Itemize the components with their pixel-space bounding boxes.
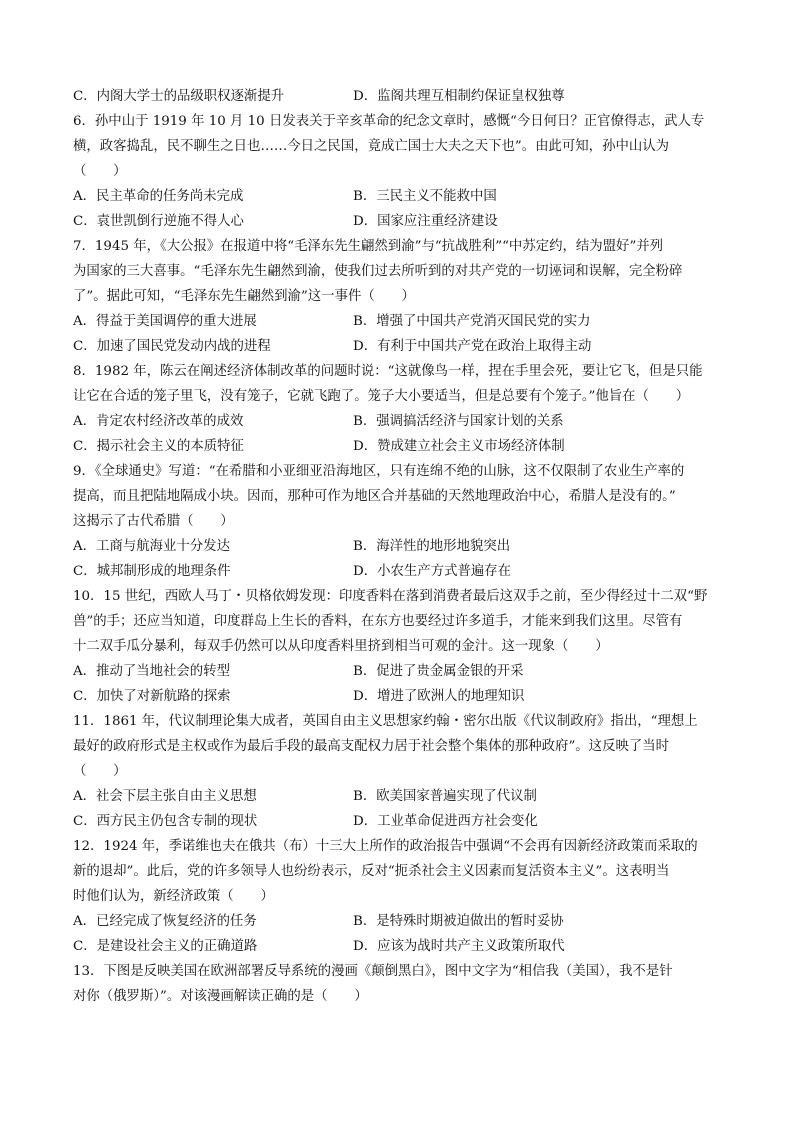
option: C．袁世凯倒行逆施不得人心 [73, 214, 244, 229]
stem-line: （ ） [73, 164, 127, 179]
option: D．小农生产方式普遍存在 [353, 564, 512, 579]
option: B．三民主义不能救中国 [353, 189, 497, 204]
option: B．促进了贵金属金银的开采 [353, 664, 524, 679]
option-row [73, 309, 728, 334]
stem-line: 让它在合适的笼子里飞，没有笼子，它就飞跑了。笼子大小要适当，但是总要有个笼子。”他旨在（ ） [73, 389, 690, 404]
stem-line: 时他们认为，新经济政策（ ） [73, 889, 274, 904]
stem-line: 12．1924 年，季诺维也夫在俄共（布）十三大上所作的政治报告中强调“不会再有因新经济政策而采取的 [73, 839, 698, 854]
option: C．西方民主仍包含专制的现状 [73, 814, 258, 829]
exam-page [73, 84, 728, 1009]
option: D．工业革命促进西方社会变化 [353, 814, 538, 829]
question-7 [73, 834, 728, 959]
question-3 [73, 359, 728, 459]
option-row [73, 784, 728, 809]
option: B．强调搞活经济与国家计划的关系 [353, 414, 564, 429]
option-row [73, 434, 728, 459]
stem-line: 为国家的三大喜事。“毛泽东先生翩然到渝，使我们过去所听到的对共产党的一切诬词和误解，完全粉碎 [73, 264, 683, 279]
stem-line: 横，政客捣乱，民不聊生之日也……今日之民国，竟成亡国士大夫之天下也”。由此可知，孙中山认为 [73, 139, 670, 154]
option: B．海洋性的地形地貌突出 [353, 539, 511, 554]
stem-line: 最好的政府形式是主权或作为最后手段的最高支配权力居于社会整个集体的那种政府”。这反映了当时 [73, 739, 670, 754]
option-row [73, 559, 728, 584]
option-row [73, 659, 728, 684]
option-row [73, 409, 728, 434]
stem-line: 兽”的手；还应当知道，印度群岛上生长的香料，在东方也要经过许多道手，才能来到我们这里。尽管有 [73, 614, 683, 629]
option: A．工商与航海业十分发达 [73, 539, 230, 554]
question-1 [73, 109, 728, 234]
option-row [73, 534, 728, 559]
option: A．社会下层主张自由主义思想 [73, 789, 257, 804]
stem-line: 对你（俄罗斯）”。对该漫画解读正确的是（ ） [73, 989, 368, 1004]
option: C．加速了国民党发动内战的进程 [73, 339, 271, 354]
option-row [73, 809, 728, 834]
option: A．得益于美国调停的重大进展 [73, 314, 257, 329]
option: D．赞成建立社会主义市场经济体制 [353, 439, 565, 454]
question-2 [73, 234, 728, 359]
question-0 [73, 84, 728, 109]
option: C．内阁大学士的品级职权逐渐提升 [73, 89, 285, 104]
question-stem [73, 584, 728, 659]
option-row [73, 184, 728, 209]
question-5 [73, 584, 728, 709]
stem-line: 9．《全球通史》写道：“在希腊和小亚细亚沿海地区，只有连绵不绝的山脉，这不仅限制了农业生产率的 [73, 464, 685, 479]
stem-line: 11．1861 年，代议制理论集大成者，英国自由主义思想家约翰・密尔出版《代议制政府》指出，“理想上 [73, 714, 698, 729]
stem-line: 10．15 世纪，西欧人马丁・贝格依姆发现：印度香料在落到消费者最后这双手之前，至少得经过十二双“野 [73, 589, 708, 604]
option-row [73, 209, 728, 234]
question-stem [73, 709, 728, 784]
option: C．是建设社会主义的正确道路 [73, 939, 258, 954]
option-row [73, 909, 728, 934]
option-row [73, 334, 728, 359]
stem-line: 新的退却”。此后，党的许多领导人也纷纷表示，反对“扼杀社会主义因素而复活资本主义”。这表明当 [73, 864, 670, 879]
question-stem [73, 959, 728, 1009]
option: B．欧美国家普遍实现了代议制 [353, 789, 537, 804]
stem-line: 7．1945 年，《大公报》在报道中将“毛泽东先生翩然到渝”与“抗战胜利”“中苏定约，结为盟好”并列 [73, 239, 664, 254]
option: A．民主革命的任务尚未完成 [73, 189, 244, 204]
option-row [73, 684, 728, 709]
question-stem [73, 834, 728, 909]
option: B．增强了中国共产党消灭国民党的实力 [353, 314, 591, 329]
question-6 [73, 709, 728, 834]
stem-line: 8．1982 年，陈云在阐述经济体制改革的问题时说：“这就像鸟一样，捏在手里会死，要让它飞，但是只能 [73, 364, 703, 379]
option: D．国家应注重经济建设 [353, 214, 498, 229]
stem-line: 这揭示了古代希腊（ ） [73, 514, 234, 529]
stem-line: 十二双手瓜分暴利，每双手仍然可以从印度香料里挤到相当可观的金汁。这一现象（ ） [73, 639, 609, 654]
option: A．已经完成了恢复经济的任务 [73, 914, 257, 929]
question-stem [73, 109, 728, 184]
option: C．加快了对新航路的探索 [73, 689, 231, 704]
question-stem [73, 459, 728, 534]
stem-line: 6．孙中山于 1919 年 10 月 10 日发表关于辛亥革命的纪念文章时，感慨“今日何日？正官僚得志，武人专 [73, 114, 705, 129]
question-stem [73, 234, 728, 309]
option: A．肯定农村经济改革的成效 [73, 414, 244, 429]
option: D．有利于中国共产党在政治上取得主动 [353, 339, 592, 354]
stem-line: 提高，而且把陆地隔成小块。因而，那种可作为地区合并基础的天然地理政治中心，希腊人是没有的。” [73, 489, 676, 504]
question-stem [73, 359, 728, 409]
option: D．应该为战时共产主义政策所取代 [353, 939, 565, 954]
stem-line: 13．下图是反映美国在欧洲部署反导系统的漫画《颠倒黑白》，图中文字为“相信我（美国），我不是针 [73, 964, 673, 979]
option: A．推动了当地社会的转型 [73, 664, 230, 679]
question-8 [73, 959, 728, 1009]
option: C．城邦制形成的地理条件 [73, 564, 231, 579]
option: D．增进了欧洲人的地理知识 [353, 689, 525, 704]
question-4 [73, 459, 728, 584]
option: D．监阁共理互相制约保证皇权独尊 [353, 89, 565, 104]
stem-line: （ ） [73, 764, 127, 779]
option: B．是特殊时期被迫做出的暂时妥协 [353, 914, 564, 929]
option-row [73, 934, 728, 959]
option: C．揭示社会主义的本质特征 [73, 439, 244, 454]
stem-line: 了”。据此可知，“毛泽东先生翩然到渝”这一事件（ ） [73, 289, 415, 304]
option-row [73, 84, 728, 109]
